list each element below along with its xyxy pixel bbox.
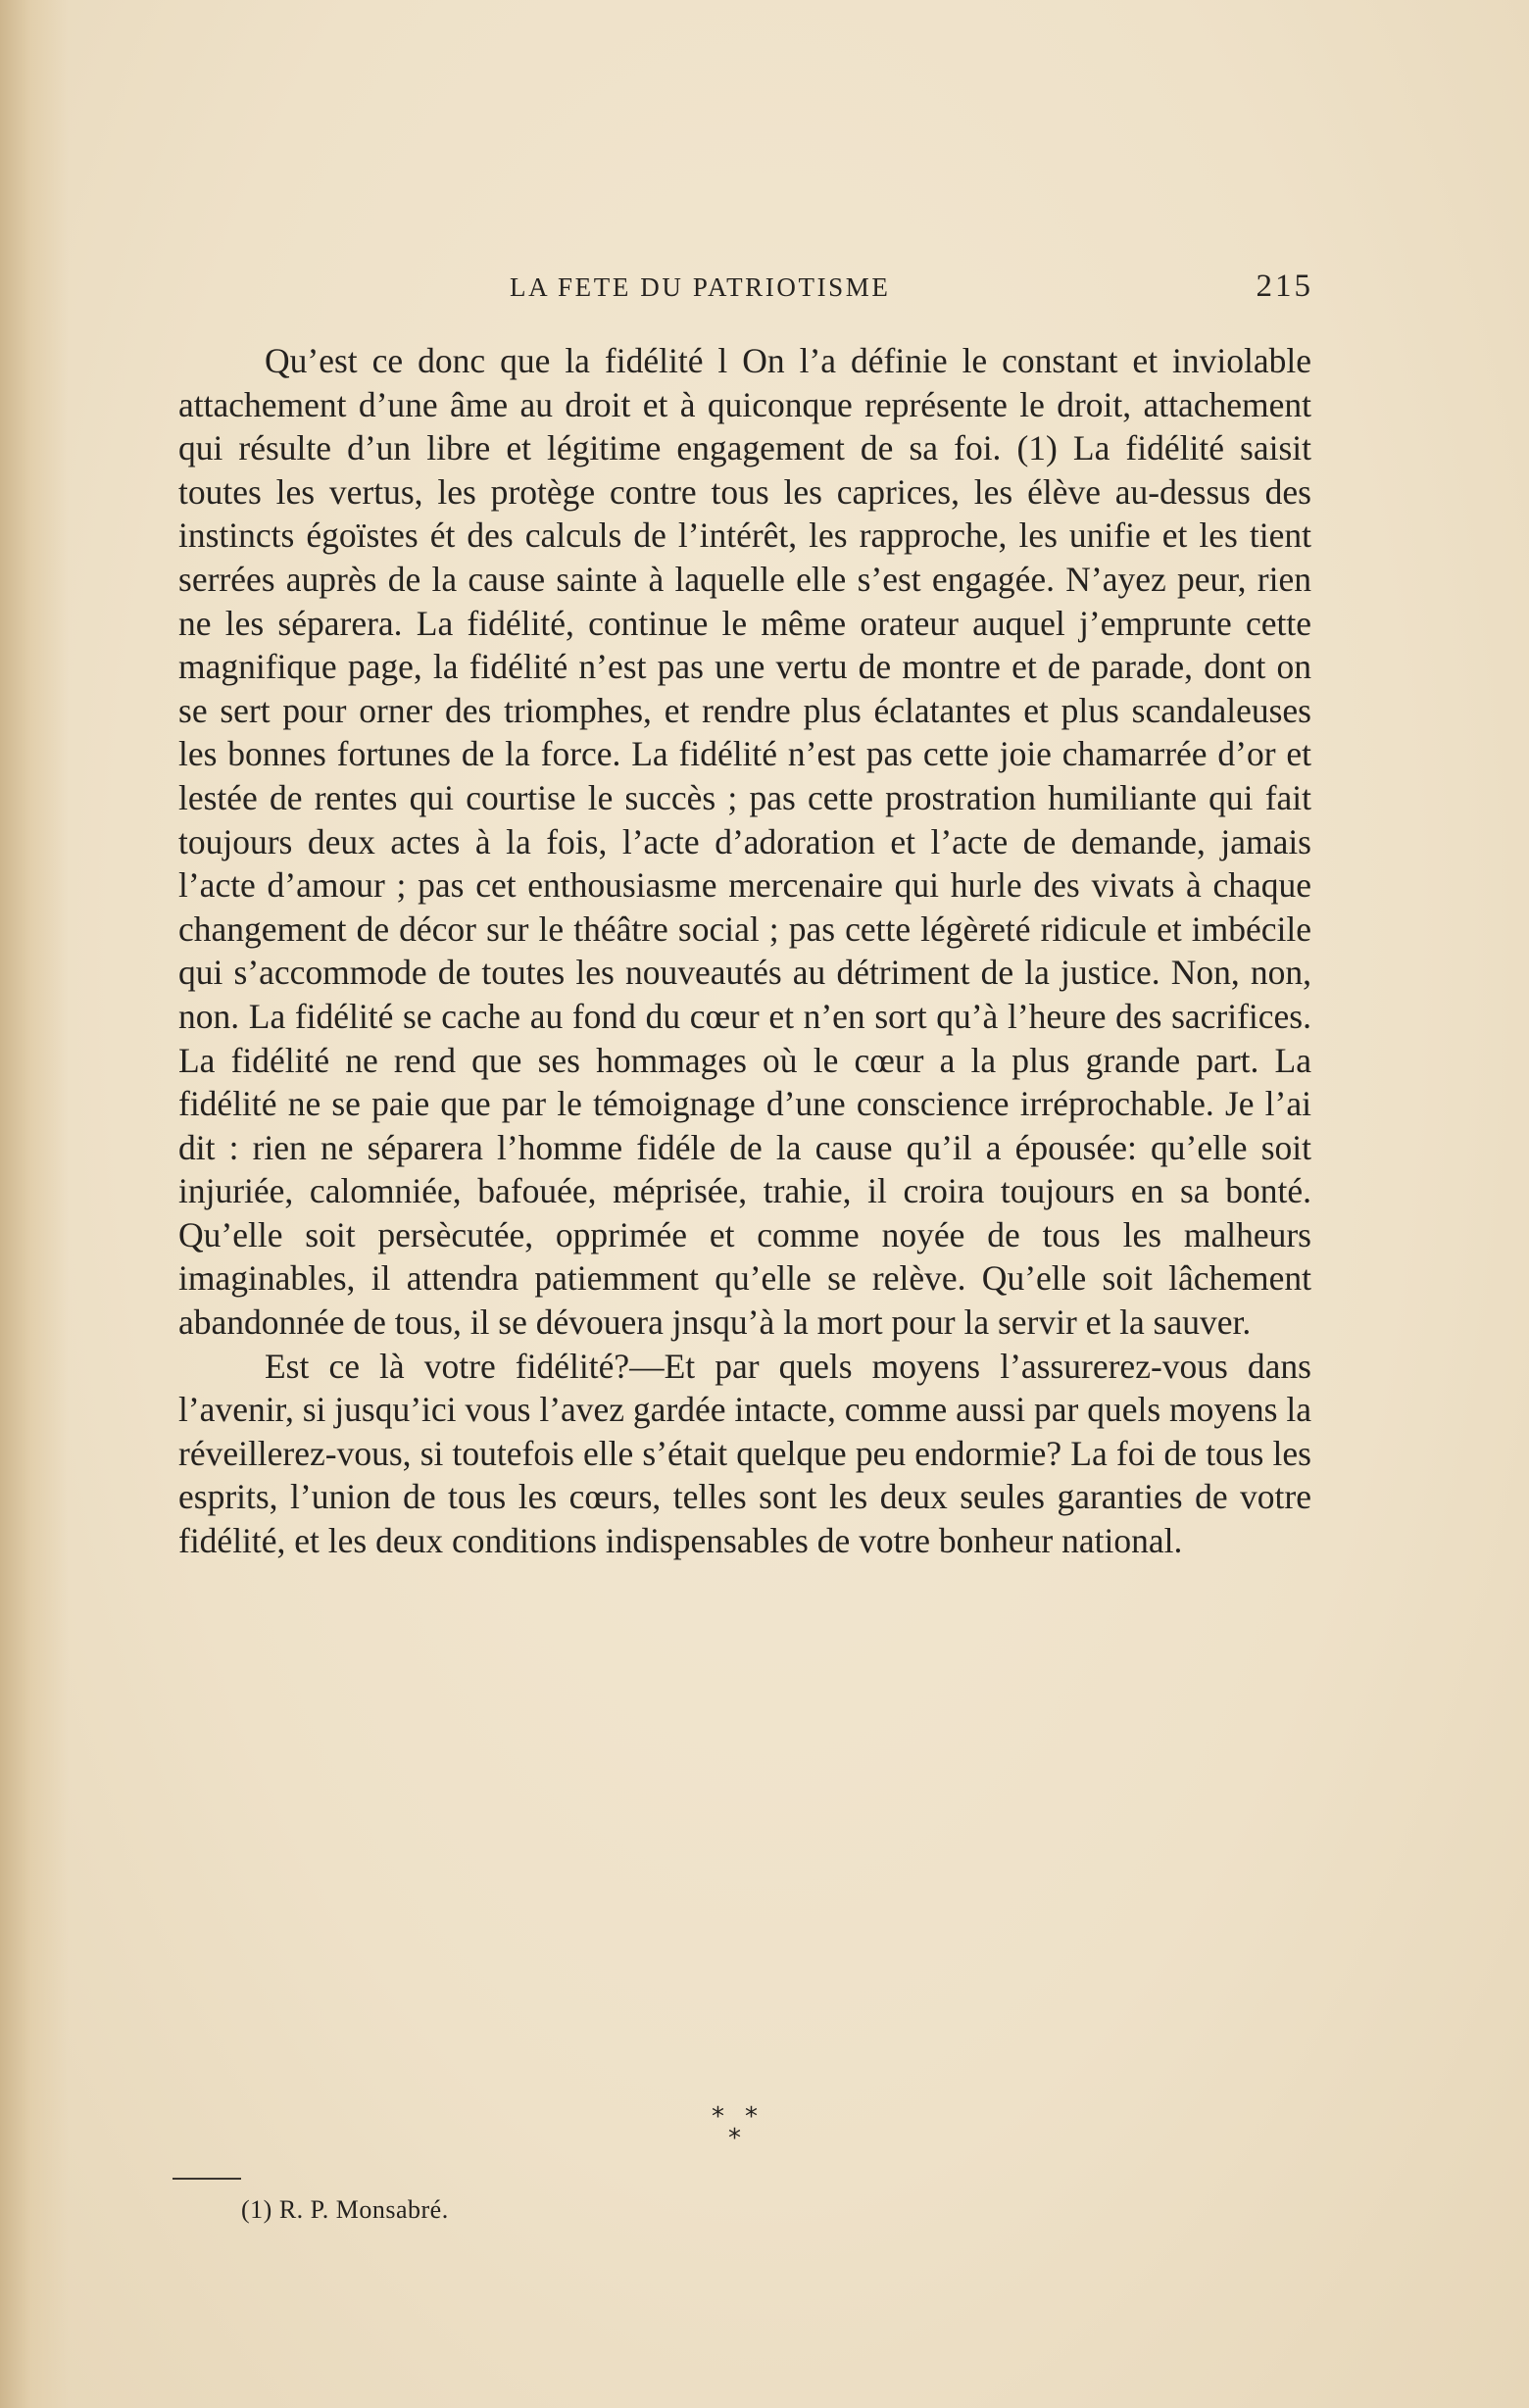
paragraph-1: Qu’est ce donc que la fidélité l On l’a définie le constant et inviolable attachement d’une âme au droit et à quiconque représente le droit, attachement qui résulte d’un libre et légitime engagement de sa foi. (1) La fidélité saisit toutes les vertus, les protège contre tous les caprices, les élève au-dessus des instincts égoïstes ét des calculs de l’intérêt, les rapproche, les unifie et les tient serrées auprès de la cause sainte à laquelle elle s’est engagée. N’ayez peur, rien ne les séparera. La fidélité, continue le même orateur auquel j’emprunte cette magnifique page, la fidélité n’est pas une vertu de montre et de parade, dont on se sert pour orner des triomphes, et rendre plus éclatantes et plus scandaleuses les bonnes fortunes de la force. La fidélité n’est pas cette joie chamarrée d’or et lestée de rentes qui courtise le succès ; pas cette prostration humiliante qui fait toujours deux actes à la fois, l’acte d’adoration et l’acte de demande, jamais l’acte d’amour ; pas cet enthousiasme mercenaire qui hurle des vivats à chaque changement de décor sur le théâtre social ; pas cette légèreté ridicule et imbécile qui s’accommode de toutes les nouveautés au détriment de la justice. Non, non, non. La fidélité se cache au fond du cœur et n’en sort qu’à l’heure des sacrifices. La fidélité ne rend que ses hommages où le cœur a la plus grande part. La fidélité ne se paie que par le témoignage d’une conscience irréprochable. Je l’ai dit : rien ne séparera l’homme fidéle de la cause qu’il a épousée: qu’elle soit injuriée, calomniée, bafouée, méprisée, trahie, il croira toujours en sa bonté. Qu’elle soit persècutée, opprimée et comme noyée de tous les malheurs imaginables, il attendra patiemment qu’elle se relève. Qu’elle soit lâchement abandonnée de tous, il se dévouera jnsqu’à la mort pour la servir et la sauver.: [178, 341, 1311, 1343]
page-gutter-shadow: [0, 0, 69, 2408]
paragraph-2: Est ce là votre fidélité?—Et par quels moyens l’assurerez-vous dans l’avenir, si jusqu’ici vous l’avez gardée intacte, comme aussi par quels moyens la réveillerez-vous, si toutefois elle s’était quelque peu endormie? La foi de tous les esprits, l’union de tous les cœurs, telles sont les deux seules garanties de votre fidélité, et les deux conditions indispensables de votre bonheur national.: [178, 1346, 1311, 1561]
footnote-rule: [173, 2178, 241, 2180]
running-title: LA FETE DU PATRIOTISME: [510, 272, 891, 302]
asterism-star: *: [728, 2124, 741, 2153]
asterism-star: *: [745, 2102, 758, 2132]
asterism-separator: [708, 2102, 776, 2161]
running-head: [178, 269, 1325, 308]
page-number: 215: [1256, 269, 1313, 304]
footnote: (1) R. P. Monsabré.: [241, 2195, 449, 2224]
body-text: [178, 339, 1311, 1563]
asterism-star: *: [712, 2102, 724, 2132]
